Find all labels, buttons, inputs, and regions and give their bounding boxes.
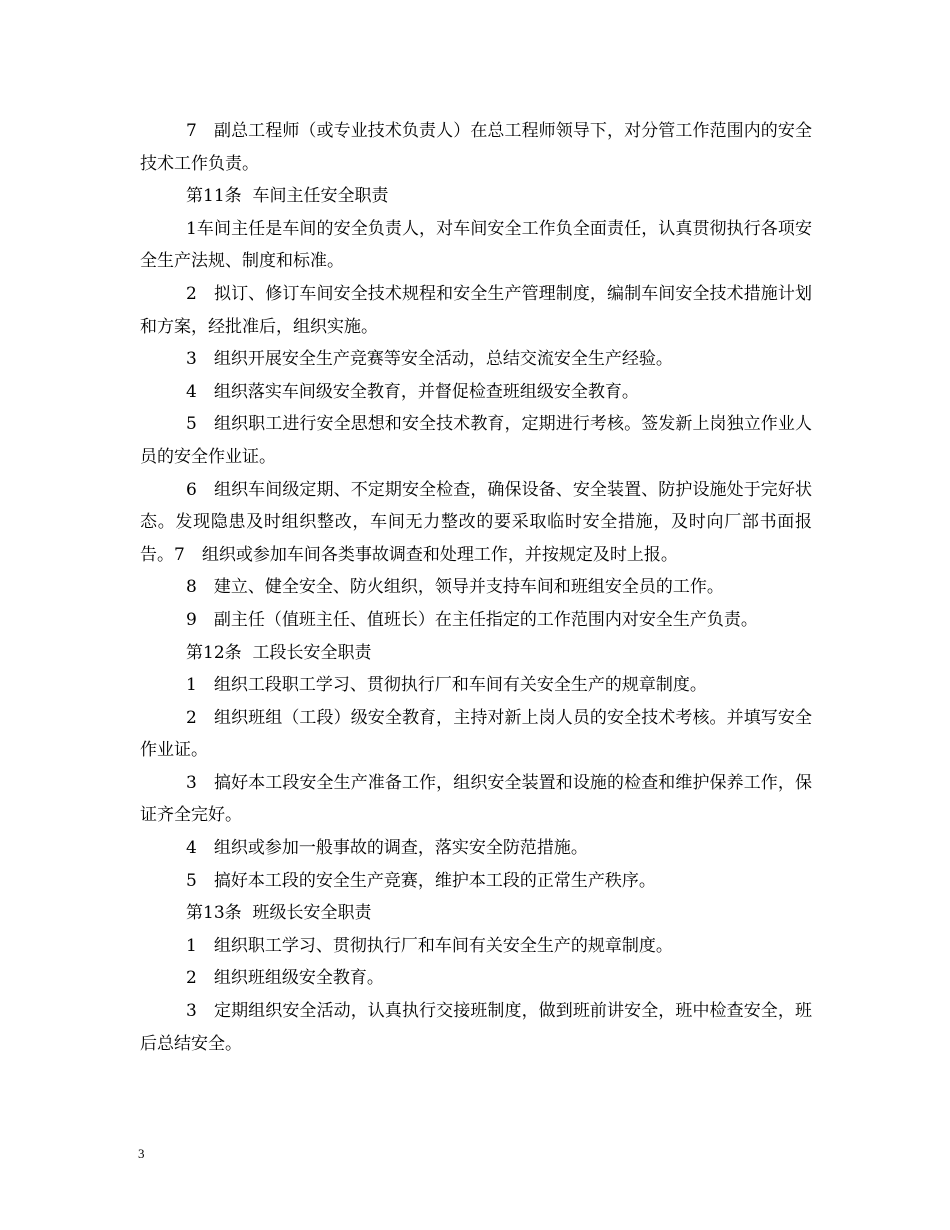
paragraph-6: 4 组织落实车间级安全教育，并督促检查班组级安全教育。 [186,381,639,402]
paragraph-12: 1 组织工段职工学习、贯彻执行厂和车间有关安全生产的规章制度。 [186,675,707,696]
paragraph-16: 5 搞好本工段的安全生产竞赛，维护本工段的正常生产秩序。 [186,870,656,891]
paragraph-7: 5 组织职工进行安全思想和安全技术教育，定期进行考核。签发新上岗独立作业人员的安全作业证。 [140,414,812,467]
paragraph-14: 3 搞好本工段安全生产准备工作，组织安全装置和设施的检查和维护保养工作，保证齐全完好。 [140,772,812,826]
paragraph-1: 7 副总工程师（或专业技术负责人）在总工程师领导下，对分管工作范围内的安全技术工作负责。 [140,121,812,174]
paragraph-20: 3 定期组织安全活动，认真执行交接班制度，做到班前讲安全，班中检查安全，班后总结安全。 [140,1001,812,1054]
paragraph-4: 2 拟订、修订车间安全技术规程和安全生产管理制度，编制车间安全技术措施计划和方案，经批准后，组织实施。 [140,283,812,337]
paragraph-10: 9 副主任（值班主任、值班长）在主任指定的工作范围内对安全生产负责。 [186,609,758,630]
paragraph-15: 4 组织或参加一般事故的调查，落实安全防范措施。 [186,838,588,859]
paragraph-9: 8 建立、健全安全、防火组织，领导并支持车间和班组安全员的工作。 [186,577,724,598]
paragraph-8: 6 组织车间级定期、不定期安全检查，确保设备、安全装置、防护设施处于完好状态。发现隐患及时组织整改，车间无力整改的要采取临时安全措施，及时向厂部书面报告。7 组织或参加车间各类事故调查和处理工作，并按规定及时上报。 [140,479,812,565]
paragraph-5: 3 组织开展安全生产竞赛等安全活动，总结交流安全生产经验。 [186,349,673,370]
page-number: 3 [138,1146,145,1161]
heading-article-11: 第11条 车间主任安全职责 [186,186,389,207]
paragraph-13: 2 组织班组（工段）级安全教育，主持对新上岗人员的安全技术考核。并填写安全作业证。 [140,707,812,761]
heading-article-12: 第12条 工段长安全职责 [186,642,372,663]
paragraph-3: 1车间主任是车间的安全负责人，对车间安全工作负全面责任，认真贯彻执行各项安全生产法规、制度和标准。 [140,218,812,272]
heading-article-13: 第13条 班级长安全职责 [186,903,372,924]
paragraph-18: 1 组织职工学习、贯彻执行厂和车间有关安全生产的规章制度。 [186,935,673,956]
paragraph-19: 2 组织班组级安全教育。 [186,968,384,989]
document-body [140,115,812,1060]
